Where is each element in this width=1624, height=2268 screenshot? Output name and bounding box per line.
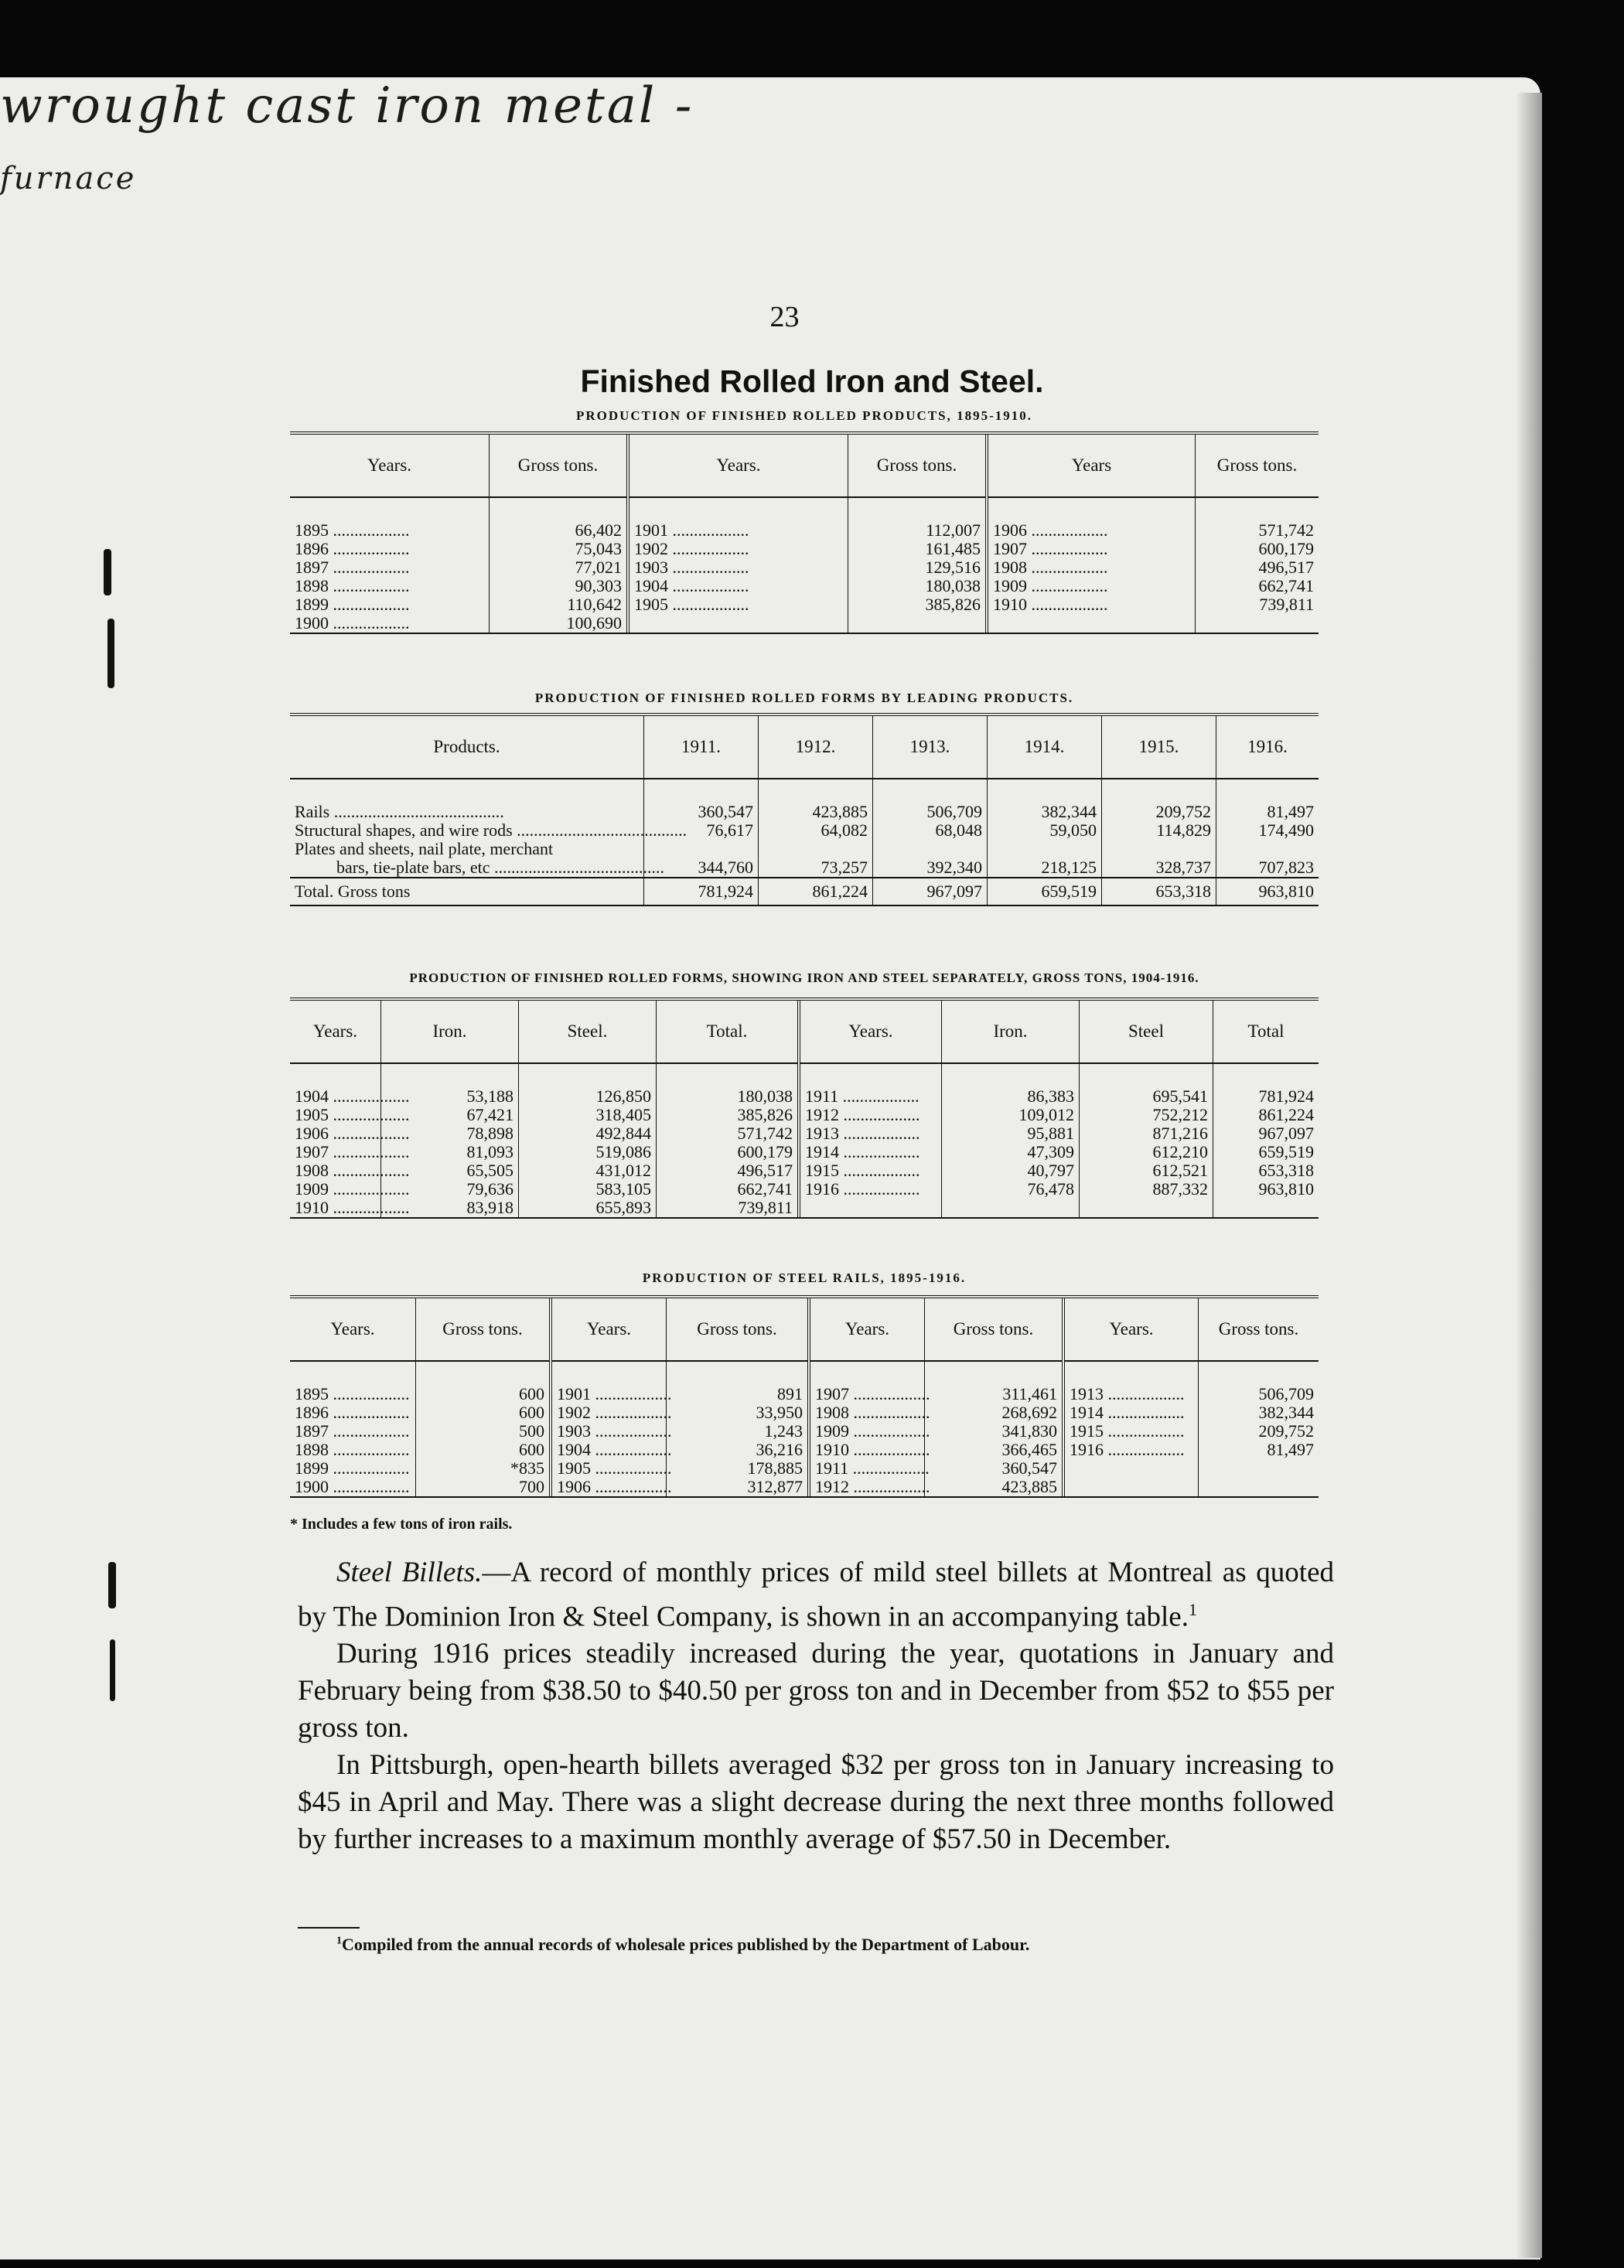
table-cell: Plates and sheets, nail plate, merchant xyxy=(290,840,644,858)
table-row xyxy=(290,1199,1319,1217)
table-cell: 76,617 xyxy=(644,821,759,840)
table-cell: 53,188 xyxy=(381,1087,519,1106)
table-cell xyxy=(1213,1199,1319,1217)
table-cell: 1897 .................. xyxy=(290,1422,416,1441)
table-cell: 1902 .................. xyxy=(628,540,848,558)
table-cell: 1911 .................. xyxy=(809,1459,925,1478)
table2 xyxy=(290,713,1319,906)
table-cell: 312,877 xyxy=(667,1478,810,1496)
table-cell xyxy=(848,614,988,633)
table-cell xyxy=(988,840,1102,858)
footnote-ref: 1 xyxy=(1188,1600,1197,1619)
table1 xyxy=(290,431,1319,634)
table-cell: 583,105 xyxy=(519,1180,657,1199)
table-cell xyxy=(1063,1478,1199,1496)
table-row xyxy=(290,614,1319,633)
margin-mark xyxy=(107,619,114,688)
table-cell: 1912 .................. xyxy=(799,1106,942,1124)
table-cell: 114,829 xyxy=(1102,821,1216,840)
table-cell: 600 xyxy=(416,1385,551,1403)
table-cell: 600,179 xyxy=(1258,539,1314,558)
table-cell: 571,742 xyxy=(1258,520,1314,540)
table-cell: 781,924 xyxy=(1258,1086,1314,1106)
table-cell: 600 xyxy=(416,1441,551,1459)
table-cell: 109,012 xyxy=(942,1106,1080,1124)
table-row xyxy=(290,1403,1319,1422)
table2-header: 1916. xyxy=(1216,716,1319,779)
table-cell: 209,752 xyxy=(1102,803,1216,821)
table-cell: 662,741 xyxy=(1258,576,1314,595)
table1-header: Gross tons. xyxy=(848,435,988,497)
table2-header: 1914. xyxy=(988,716,1102,779)
table2-caption: PRODUCTION OF FINISHED ROLLED FORMS BY LEADING PRODUCTS. xyxy=(534,691,1074,705)
paragraph-1916-prices: During 1916 prices steadily increased during the year, quotations in January and February being from $38.50 to $40.50 per gross ton and in December from $52 to $55 per gross ton. xyxy=(298,1638,1334,1744)
table-cell xyxy=(1196,614,1319,633)
table4-header: Gross tons. xyxy=(1199,1298,1319,1361)
table-cell: 341,830 xyxy=(925,1422,1064,1441)
table-cell: 700 xyxy=(416,1478,551,1496)
table3-header: Iron. xyxy=(942,1001,1080,1063)
table-cell: 1911 .................. xyxy=(799,1087,942,1106)
table-cell: 963,810 xyxy=(1216,878,1319,905)
table-cell xyxy=(1216,840,1319,858)
table-row xyxy=(290,558,1319,577)
table-cell: 1908 .................. xyxy=(809,1403,925,1422)
table-row xyxy=(290,1441,1319,1459)
table-cell: 1906 .................. xyxy=(290,1124,381,1143)
table-row xyxy=(290,1087,1319,1106)
table-cell: 496,517 xyxy=(657,1161,800,1180)
table-cell: 1898 .................. xyxy=(290,577,490,595)
table-cell: 739,811 xyxy=(1259,595,1314,614)
footnote xyxy=(336,1935,1029,1955)
table3-header: Years. xyxy=(290,1001,381,1063)
table-cell: 67,421 xyxy=(381,1106,519,1124)
table-cell: 1914 .................. xyxy=(799,1143,942,1161)
table3-header: Total xyxy=(1213,1001,1319,1063)
table-cell: 1895 .................. xyxy=(290,521,490,540)
table-row xyxy=(290,1385,1319,1403)
table4 xyxy=(290,1295,1319,1498)
table-cell: 1913 .................. xyxy=(1063,1385,1199,1403)
table-cell: 47,309 xyxy=(942,1143,1080,1161)
table-cell: 1896 .................. xyxy=(290,1403,416,1422)
table-cell: 65,505 xyxy=(381,1161,519,1180)
table1-header: Years xyxy=(987,435,1196,497)
table4-header: Gross tons. xyxy=(925,1298,1064,1361)
table-cell: 963,810 xyxy=(1258,1179,1314,1199)
table-cell: 752,212 xyxy=(1080,1106,1213,1124)
paragraph-steel-billets xyxy=(298,1554,1334,1635)
table-row xyxy=(290,1459,1319,1478)
table-cell: 81,093 xyxy=(381,1143,519,1161)
table-cell: 492,844 xyxy=(519,1124,657,1143)
table-cell: 1901 .................. xyxy=(551,1385,667,1403)
table-cell: 218,125 xyxy=(988,858,1102,878)
table-cell: 1904 .................. xyxy=(551,1441,667,1459)
table-cell: 861,224 xyxy=(759,878,873,905)
table-cell xyxy=(1199,1459,1319,1478)
table-cell: 1897 .................. xyxy=(290,558,490,577)
table-cell: 1903 .................. xyxy=(628,558,848,577)
table3-header: Iron. xyxy=(381,1001,519,1063)
table-cell: 76,478 xyxy=(942,1180,1080,1199)
table3-caption: PRODUCTION OF FINISHED ROLLED FORMS, SHOWING IRON AND STEEL SEPARATELY, GROSS TONS, 1904-1916. xyxy=(409,970,1199,985)
table-cell: 1916 .................. xyxy=(1063,1441,1199,1459)
table-cell: 506,709 xyxy=(873,803,988,821)
table4-header: Years. xyxy=(1063,1298,1199,1361)
table4-header: Gross tons. xyxy=(416,1298,551,1361)
table-cell: 653,318 xyxy=(1102,878,1216,905)
table-cell xyxy=(873,840,988,858)
table2-header: 1911. xyxy=(644,716,759,779)
table-cell: *835 xyxy=(416,1459,551,1478)
table-cell: 77,021 xyxy=(490,558,629,577)
table-cell xyxy=(942,1199,1080,1217)
table-cell: 1908 .................. xyxy=(290,1161,381,1180)
table-cell xyxy=(799,1199,942,1217)
table-cell: 506,709 xyxy=(1258,1384,1314,1403)
table-cell: 1898 .................. xyxy=(290,1441,416,1459)
table-cell: 423,885 xyxy=(759,803,873,821)
table-cell: 1905 .................. xyxy=(290,1106,381,1124)
table-cell: 500 xyxy=(416,1422,551,1441)
table-cell: 1900 .................. xyxy=(290,614,490,633)
table-cell: 1905 .................. xyxy=(628,595,848,614)
table-cell: 600 xyxy=(416,1403,551,1422)
table4-header: Gross tons. xyxy=(667,1298,810,1361)
table-cell: 1910 .................. xyxy=(290,1199,381,1217)
table-cell xyxy=(1199,1478,1319,1496)
table-cell: 90,303 xyxy=(490,577,629,595)
table-cell: 1907 .................. xyxy=(987,540,1196,558)
table-cell: 385,826 xyxy=(848,595,988,614)
table-cell xyxy=(1102,840,1216,858)
table-cell: 209,752 xyxy=(1258,1421,1314,1441)
table-row xyxy=(290,803,1319,821)
table-cell: 612,210 xyxy=(1080,1143,1213,1161)
table-cell: 86,383 xyxy=(942,1087,1080,1106)
table-cell: 64,082 xyxy=(759,821,873,840)
table-cell: 1901 .................. xyxy=(628,521,848,540)
handwritten-annotation-line1: wrought cast iron metal - xyxy=(0,77,694,135)
table-cell: 59,050 xyxy=(988,821,1102,840)
table-cell: 739,811 xyxy=(657,1199,800,1217)
table-cell: 1902 .................. xyxy=(551,1403,667,1422)
page-title: Finished Rolled Iron and Steel. xyxy=(580,363,1044,399)
table-cell: 1903 .................. xyxy=(551,1422,667,1441)
table-cell: 1912 .................. xyxy=(809,1478,925,1496)
table-cell: 967,097 xyxy=(873,878,988,905)
table-row xyxy=(290,521,1319,540)
table-row xyxy=(290,1478,1319,1496)
margin-mark xyxy=(110,1639,115,1701)
table-cell: 1906 .................. xyxy=(987,521,1196,540)
table-cell: 1895 .................. xyxy=(290,1385,416,1403)
table-total-row xyxy=(290,878,1319,905)
table-cell: 112,007 xyxy=(848,521,988,540)
table2-header: 1915. xyxy=(1102,716,1216,779)
table-cell xyxy=(628,614,848,633)
margin-mark xyxy=(108,1562,116,1608)
table-cell: 78,898 xyxy=(381,1124,519,1143)
table-cell: 659,519 xyxy=(1258,1142,1314,1161)
paragraph-text: —A record of monthly prices of mild steel billets at Montreal as quoted by The Dominion Iron & Steel Company, is shown in an accompanying table. xyxy=(298,1557,1334,1633)
table-cell: 655,893 xyxy=(519,1199,657,1217)
table4-header: Years. xyxy=(809,1298,925,1361)
table3-header: Steel. xyxy=(519,1001,657,1063)
table4-header: Years. xyxy=(551,1298,667,1361)
table-cell: 659,519 xyxy=(988,878,1102,905)
table-cell: 1904 .................. xyxy=(628,577,848,595)
table-cell xyxy=(759,840,873,858)
table-cell: 695,541 xyxy=(1080,1087,1213,1106)
table1-header: Gross tons. xyxy=(1196,435,1319,497)
table4-caption: PRODUCTION OF STEEL RAILS, 1895-1916. xyxy=(642,1270,967,1285)
table-cell: Rails ........................................ xyxy=(290,803,644,821)
table-cell: 366,465 xyxy=(925,1441,1064,1459)
table-cell: 1909 .................. xyxy=(809,1422,925,1441)
table-cell: 1896 .................. xyxy=(290,540,490,558)
table-cell: 1904 .................. xyxy=(290,1087,381,1106)
table-cell: 81,497 xyxy=(1267,1440,1314,1459)
table-cell: 382,344 xyxy=(1258,1403,1314,1422)
table-cell: bars, tie-plate bars, etc ........................................ xyxy=(290,858,644,878)
table-cell: 1908 .................. xyxy=(987,558,1196,577)
table-cell: 1915 .................. xyxy=(1063,1422,1199,1441)
table2-header: 1912. xyxy=(759,716,873,779)
page-number: 23 xyxy=(769,301,800,333)
table-cell: 600,179 xyxy=(657,1143,800,1161)
table-row xyxy=(290,577,1319,595)
table2-header: 1913. xyxy=(873,716,988,779)
table-cell: 360,547 xyxy=(644,803,759,821)
table-cell: 967,097 xyxy=(1258,1124,1314,1143)
table-row xyxy=(290,1143,1319,1161)
table-row xyxy=(290,1422,1319,1441)
table-row xyxy=(290,540,1319,558)
table-cell xyxy=(1080,1199,1213,1217)
body-text xyxy=(298,1554,1334,1858)
table-cell: 344,760 xyxy=(644,858,759,878)
table-cell: 1905 .................. xyxy=(551,1459,667,1478)
table3-header: Steel xyxy=(1080,1001,1213,1063)
footnote-rule xyxy=(298,1927,360,1929)
table-cell: 75,043 xyxy=(490,540,629,558)
table-cell: 662,741 xyxy=(657,1180,800,1199)
handwritten-annotation-line2: furnace xyxy=(0,161,137,196)
table3-header: Years. xyxy=(799,1001,942,1063)
table-cell: 1910 .................. xyxy=(987,595,1196,614)
table-cell: 891 xyxy=(667,1385,810,1403)
footnote-marker: 1 xyxy=(336,1935,342,1947)
table3-header: Total. xyxy=(657,1001,800,1063)
table-cell: 81,497 xyxy=(1267,802,1314,821)
table4-header: Years. xyxy=(290,1298,416,1361)
table-cell: 496,517 xyxy=(1258,558,1314,577)
table-cell: 1899 .................. xyxy=(290,1459,416,1478)
table-cell: 79,636 xyxy=(381,1180,519,1199)
table-cell xyxy=(987,614,1196,633)
table-cell: 382,344 xyxy=(988,803,1102,821)
table-cell: 707,823 xyxy=(1258,858,1314,877)
table-cell: 385,826 xyxy=(657,1106,800,1124)
table-cell: 33,950 xyxy=(667,1403,810,1422)
table-cell: 887,332 xyxy=(1080,1180,1213,1199)
table-cell: 612,521 xyxy=(1080,1161,1213,1180)
table-cell: 781,924 xyxy=(644,878,759,905)
table-cell: 126,850 xyxy=(519,1087,657,1106)
paragraph-pittsburgh: In Pittsburgh, open-hearth billets averaged $32 per gross ton in January increasing to $45 in April and May. There was a slight decrease during the next three months followed by further increases to a maximum monthly average of $57.50 in December. xyxy=(298,1749,1334,1856)
table-cell: 328,737 xyxy=(1102,858,1216,878)
table-cell: 100,690 xyxy=(490,614,629,633)
table-row xyxy=(290,858,1319,878)
table-cell: 36,216 xyxy=(667,1441,810,1459)
table-cell: 1909 .................. xyxy=(987,577,1196,595)
table-cell: 519,086 xyxy=(519,1143,657,1161)
page-edge-shadow xyxy=(1516,93,1542,2258)
table-cell: 40,797 xyxy=(942,1161,1080,1180)
table-cell: 1910 .................. xyxy=(809,1441,925,1459)
table-cell: 1909 .................. xyxy=(290,1180,381,1199)
table-cell: 360,547 xyxy=(925,1459,1064,1478)
table-cell: 73,257 xyxy=(759,858,873,878)
table-cell: 1,243 xyxy=(667,1422,810,1441)
table-cell: 174,490 xyxy=(1258,820,1314,840)
table-cell: Total. Gross tons xyxy=(290,878,644,905)
table-cell: 311,461 xyxy=(925,1385,1064,1403)
table-cell xyxy=(1063,1459,1199,1478)
table-row xyxy=(290,1106,1319,1124)
table-row xyxy=(290,821,1319,840)
table-row xyxy=(290,595,1319,614)
table-cell: 1899 .................. xyxy=(290,595,490,614)
table-cell: 431,012 xyxy=(519,1161,657,1180)
table-cell: 1906 .................. xyxy=(551,1478,667,1496)
table-cell: 180,038 xyxy=(657,1087,800,1106)
table-cell: 392,340 xyxy=(873,858,988,878)
table-cell: 161,485 xyxy=(848,540,988,558)
table-cell: 571,742 xyxy=(657,1124,800,1143)
margin-mark xyxy=(104,549,111,595)
table-row xyxy=(290,840,1319,858)
table-cell: 1907 .................. xyxy=(809,1385,925,1403)
table-cell: 1914 .................. xyxy=(1063,1403,1199,1422)
table-cell: 178,885 xyxy=(667,1459,810,1478)
table1-header: Gross tons. xyxy=(490,435,629,497)
table2-header: Products. xyxy=(290,716,644,779)
table-cell: 1916 .................. xyxy=(799,1180,942,1199)
table-cell: 871,216 xyxy=(1080,1124,1213,1143)
footnote-text: Compiled from the annual records of wholesale prices published by the Department of Labour. xyxy=(342,1935,1030,1954)
table4-note: * Includes a few tons of iron rails. xyxy=(290,1516,513,1533)
table1-header: Years. xyxy=(290,435,490,497)
table-cell xyxy=(644,840,759,858)
table-cell: 268,692 xyxy=(925,1403,1064,1422)
table-cell: 1900 .................. xyxy=(290,1478,416,1496)
table-cell: 1913 .................. xyxy=(799,1124,942,1143)
table-cell: 110,642 xyxy=(490,595,629,614)
paragraph-lead: Steel Billets. xyxy=(336,1557,483,1588)
table-cell: Structural shapes, and wire rods ........................................ xyxy=(290,821,644,840)
table-row xyxy=(290,1124,1319,1143)
table-cell: 83,918 xyxy=(381,1199,519,1217)
table-cell: 95,881 xyxy=(942,1124,1080,1143)
table-row xyxy=(290,1161,1319,1180)
table-cell: 423,885 xyxy=(925,1478,1064,1496)
table3 xyxy=(290,998,1319,1219)
table-cell: 66,402 xyxy=(490,521,629,540)
table-cell: 318,405 xyxy=(519,1106,657,1124)
table-cell: 129,516 xyxy=(848,558,988,577)
table-cell: 861,224 xyxy=(1258,1105,1314,1124)
table-cell: 1907 .................. xyxy=(290,1143,381,1161)
table-row xyxy=(290,1180,1319,1199)
table-cell: 180,038 xyxy=(848,577,988,595)
table1-caption: PRODUCTION OF FINISHED ROLLED PRODUCTS, 1895-1910. xyxy=(575,408,1033,423)
table-cell: 68,048 xyxy=(873,821,988,840)
table-cell: 1915 .................. xyxy=(799,1161,942,1180)
table-cell: 653,318 xyxy=(1258,1161,1314,1180)
table1-header: Years. xyxy=(628,435,848,497)
